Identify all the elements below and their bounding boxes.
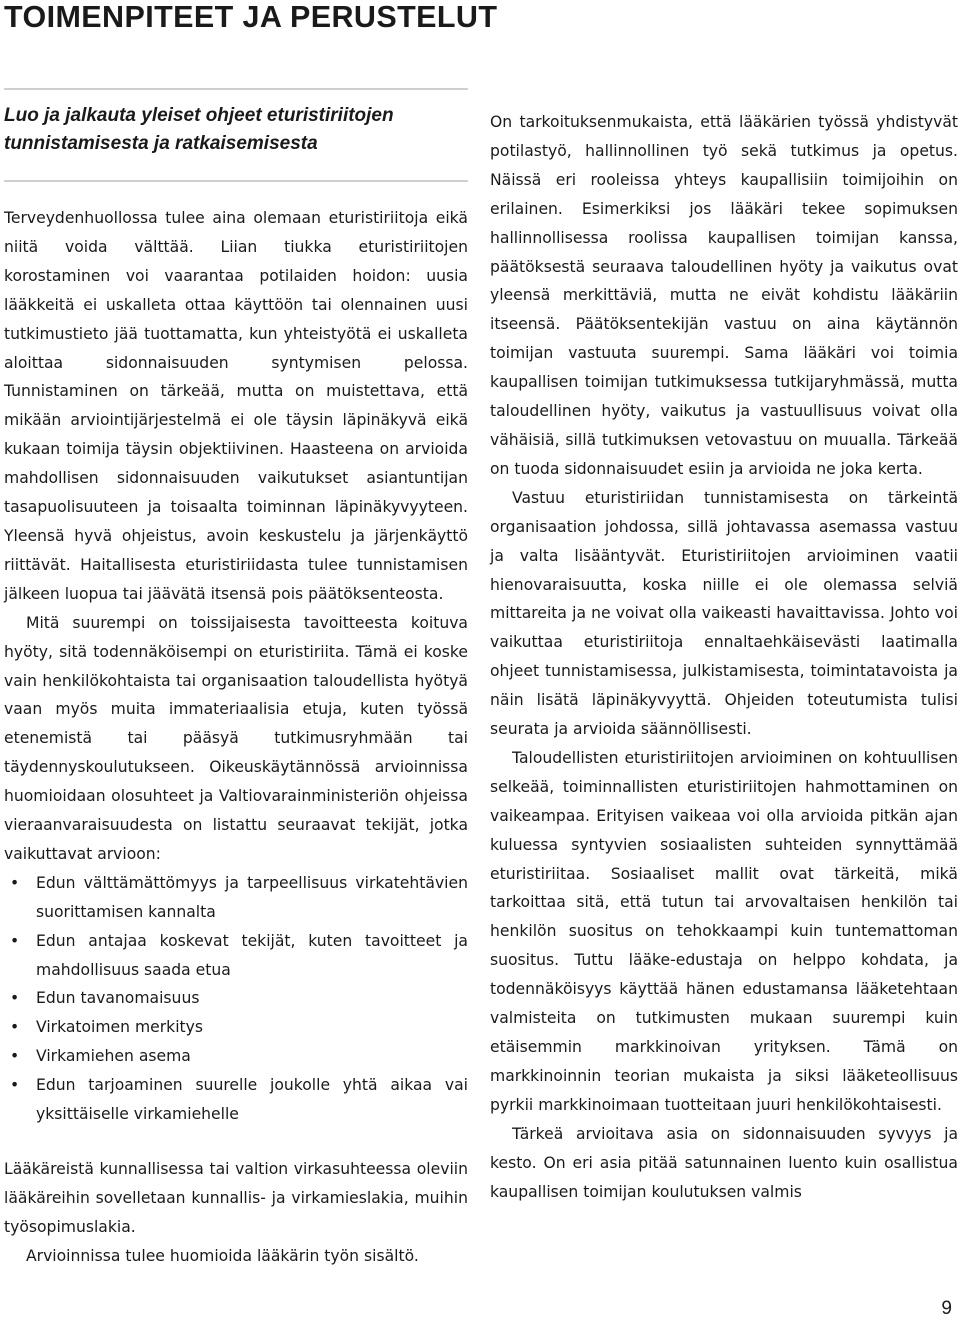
left-paragraph-1: Terveydenhuollossa tulee aina olemaan eturistiriitoja eikä niitä voida välttää. Liian tiukka eturistiriitojen korostaminen voi vaarantaa potilaiden hoidon: uusia lääkkeitä ei uskalleta ottaa käyttöön tai olennainen uusi tutkimustieto jää tuottamatta, kun yhteistyötä ei uskalleta aloittaa sidonnaisuuden syntymisen pelossa. Tunnistaminen on tärkeää, mutta on muistettava, että mikään arviointijärjestelmä ei ole täysin läpinäkyvä eikä kukaan toimija täysin objektiivinen. Haasteena on arvioida mahdollisen sidonnaisuuden vaikutukset asiantuntijan tasapuolisuuteen ja toisaalta toiminnan läpinäkyvyyteen. Yleensä hyvä ohjeistus, avoin keskustelu ja järjenkäyttö riittävät. Haitallisesta eturistiriidasta tulee tunnistamisen jälkeen luopua tai jäävätä itsensä pois päätöksenteosta. — [4, 209, 468, 603]
right-column — [490, 108, 958, 1206]
list-item: • Edun antajaa koskevat tekijät, kuten tavoitteet ja mahdollisuus saada etua — [36, 927, 468, 985]
left-paragraph-2: Mitä suurempi on toissijaisesta tavoitteesta koituva hyöty, sitä todennäköisempi on eturistiriita. Tämä ei koske vain henkilökohtaista tai organisaation taloudellista hyötyä vaan myös muita immateriaalisia etuja, kuten työssä etenemistä tai pääsyä tutkimusryhmään tai täydennyskoulutukseen. Oikeuskäytännössä arvioinnissa huomioidaan olosuhteet ja Valtiovarainministeriön ohjeissa vieraanvaraisuudesta on listattu seuraavat tekijät, jotka vaikuttavat arvioon: — [4, 613, 468, 863]
left-paragraph-3: Lääkäreistä kunnallisessa tai valtion virkasuhteessa oleviin lääkäreihin sovelletaan kunnallis- ja virkamieslakia, muihin työsopimuslakia. — [4, 1160, 468, 1236]
list-item: • Virkamiehen asema — [36, 1042, 468, 1071]
list-item: • Edun tavanomaisuus — [36, 984, 468, 1013]
list-item: • Edun tarjoaminen suurelle joukolle yhtä aikaa vai yksittäiselle virkamiehelle — [36, 1071, 468, 1129]
right-paragraph-2: Vastuu eturistiriidan tunnistamisesta on tärkeintä organisaation johdossa, sillä johtavassa asemassa vastuu ja valta lisääntyvät. Eturistiriitojen arvioiminen vaatii hienovaraisuutta, koska niille ei ole olemassa selviä mittareita ja ne voivat olla vaikeasti havaittavissa. Johto voi vaikuttaa eturistiriitoja ennaltaehkäisevästi laatimalla ohjeet tunnistamisessa, julkistamisesta, toimintatavoista ja näin lisätä läpinäkyvyyttä. Ohjeiden toteutumista tulisi seurata ja arvioida säännöllisesti. — [490, 488, 958, 739]
criteria-list — [4, 869, 468, 1129]
right-paragraph-1: On tarkoituksenmukaista, että lääkärien työssä yhdistyvät potilastyö, hallinnollinen työ sekä tutkimus ja opetus. Näissä eri rooleissa yhteys kaupallisiin toimijoihin on erilainen. Esimerkiksi jos lääkäri tekee sopimuksen hallinnollisessa roolissa kaupallisen toimijan kanssa, päätöksestä seuraava taloudellinen hyöty ja vaikutus ovat yleensä merkittäviä, mutta ne eivät kohdistu lääkäriin itseensä. Päätöksentekijän vastuu on aina käytännön toimijan vastuuta suurempi. Sama lääkäri voi toimia kaupallisen toimijan tutkimuksessa tutkijaryhmässä, mutta taloudellinen hyöty, vaikutus ja vastuullisuus voivat olla vähäisiä, sillä tutkimuksen vetovastuu on muualla. Tärkeää on tuoda sidonnaisuudet esiin ja arvioida ne joka kerta. — [490, 113, 958, 478]
list-item: • Virkatoimen merkitys — [36, 1013, 468, 1042]
left-column — [4, 88, 468, 1271]
section-subheading: Luo ja jalkauta yleiset ohjeet eturistiriitojen tunnistamisesta ja ratkaisemisesta — [4, 105, 394, 154]
subheading-bottom-rule — [4, 180, 468, 182]
list-item: • Edun välttämättömyys ja tarpeellisuus virkatehtävien suorittamisen kannalta — [36, 869, 468, 927]
page-title: TOIMENPITEET JA PERUSTELUT — [4, 0, 498, 34]
page-number: 9 — [941, 1298, 952, 1319]
right-paragraph-4: Tärkeä arvioitava asia on sidonnaisuuden syvyys ja kesto. On eri asia pitää satunnainen luento kuin osallistua kaupallisen toimijan koulutuksen valmis — [490, 1124, 958, 1201]
left-paragraph-4: Arvioinnissa tulee huomioida lääkärin työn sisältö. — [26, 1246, 419, 1265]
right-paragraph-3: Taloudellisten eturistiriitojen arvioiminen on kohtuullisen selkeää, toiminnallisten eturistiriitojen hahmottaminen on vaikeampaa. Erityisen vaikeaa voi olla arvioida pitkän ajan kuluessa syntyvien sosiaalisten suhteiden synnyttämää eturistiriitaa. Sosiaaliset mallit ovat tärkeitä, mikä tarkoittaa sitä, että tutun tai arvovaltaisen henkilön tai henkilön suositus on tehokkaampi kuin tuntemattoman suositus. Tuttu lääke-edustaja on helppo kohdata, ja todennäköisyys käyttää hänen edustamansa lääketehtaan valmisteita on tutkimusten mukaan suurempi kuin etäisemmin markkinoivan yrityksen. Tämä on markkinoinnin teorian mukaista ja siksi lääketeollisuus pyrkii markkinoimaan tuotteitaan juuri henkilökohtaisesti. — [490, 748, 958, 1114]
